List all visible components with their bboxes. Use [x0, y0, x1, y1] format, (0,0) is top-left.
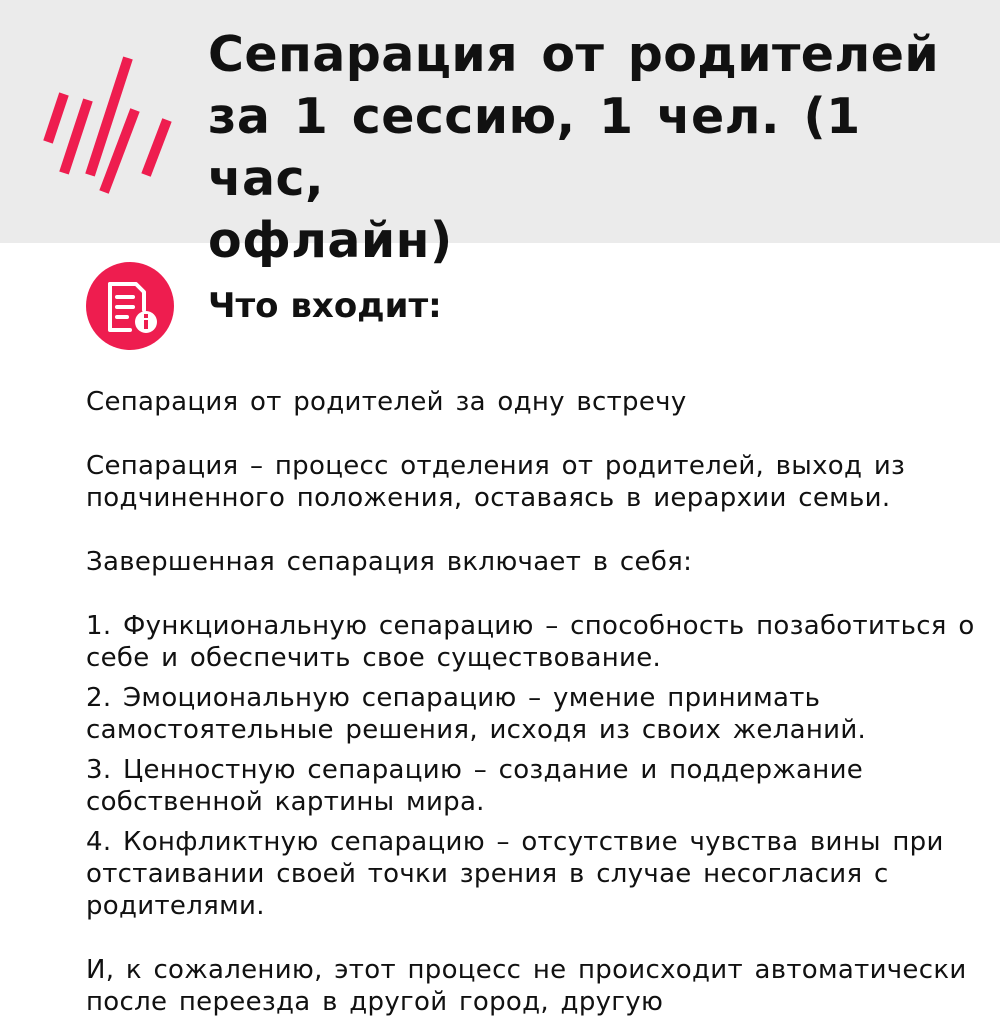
list-item: 3. Ценностную сепарацию – создание и поддержание собственной картины мира.	[86, 755, 864, 817]
document-info-icon	[86, 262, 174, 350]
section-heading: Что входит:	[208, 286, 442, 326]
list-intro-paragraph: Завершенная сепарация включает в себя:	[86, 547, 693, 577]
definition-paragraph: Сепарация – процесс отделения от родителей, выход из подчиненного положения, оставаясь в иерархии семьи.	[86, 451, 906, 513]
list-item: 1. Функциональную сепарацию – способность позаботиться о себе и обеспечить свое существование.	[86, 611, 975, 673]
slash-stripes-logo	[40, 50, 175, 195]
header-band	[0, 0, 1000, 269]
list-item: 2. Эмоциональную сепарацию – умение принимать самостоятельные решения, исходя из своих желаний.	[86, 683, 867, 745]
content-body	[86, 386, 981, 1018]
closing-paragraph: И, к сожалению, этот процесс не происходит автоматически после переезда в другой город, другую	[86, 955, 967, 1017]
page-title: Сепарация от родителей за 1 сессию, 1 чел. (1 час, офлайн)	[208, 26, 940, 269]
intro-paragraph: Сепарация от родителей за одну встречу	[86, 387, 687, 417]
list-item: 4. Конфликтную сепарацию – отсутствие чувства вины при отстаивании своей точки зрения в случае несогласия с родителями.	[86, 827, 944, 921]
